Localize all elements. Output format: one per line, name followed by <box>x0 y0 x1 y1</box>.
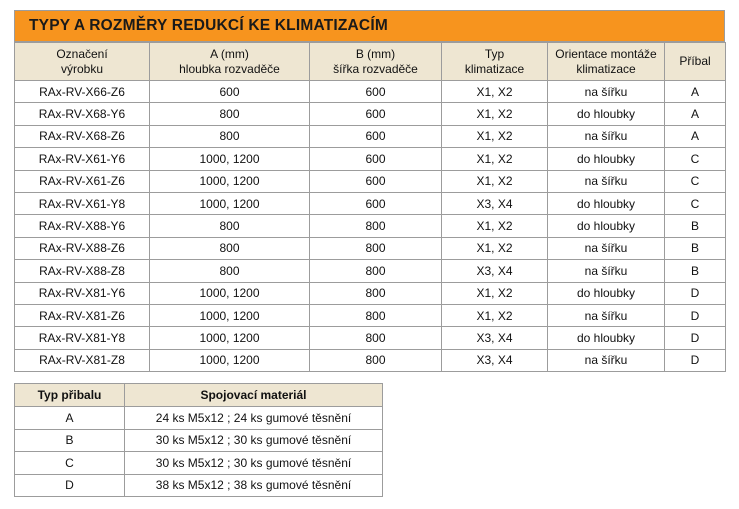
cell-code: RAx-RV-X66-Z6 <box>15 81 150 103</box>
accessory-table-body <box>15 407 383 497</box>
cell-kit: D <box>665 327 726 349</box>
table-row <box>15 327 726 349</box>
cell-code: RAx-RV-X88-Z6 <box>15 237 150 259</box>
cell-type: X1, X2 <box>442 103 548 125</box>
dimensions-table-body <box>15 81 726 372</box>
cell-code: RAx-RV-X88-Z8 <box>15 260 150 282</box>
cell-orientation: do hloubky <box>548 192 665 214</box>
table-row <box>15 81 726 103</box>
cell-depth: 1000, 1200 <box>150 282 310 304</box>
cell-width: 800 <box>310 327 442 349</box>
cell-orientation: na šířku <box>548 349 665 371</box>
dimensions-table <box>14 42 726 372</box>
cell-kit: B <box>665 260 726 282</box>
cell-depth: 1000, 1200 <box>150 304 310 326</box>
cell-depth: 800 <box>150 103 310 125</box>
cell-width: 800 <box>310 349 442 371</box>
cell-type: X1, X2 <box>442 148 548 170</box>
cell-depth: 1000, 1200 <box>150 170 310 192</box>
accessory-table-header <box>15 384 383 407</box>
column-header-code-line1: Označení <box>56 46 108 61</box>
table-row <box>15 215 726 237</box>
cell-code: RAx-RV-X81-Z8 <box>15 349 150 371</box>
cell-kit-type: C <box>15 452 125 475</box>
column-header-orientation-line1: Orientace montáže <box>555 46 657 61</box>
cell-orientation: na šířku <box>548 304 665 326</box>
cell-code: RAx-RV-X81-Y6 <box>15 282 150 304</box>
cell-width: 800 <box>310 260 442 282</box>
column-header-width-line1: B (mm) <box>355 46 396 61</box>
table-row <box>15 429 383 452</box>
cell-depth: 800 <box>150 237 310 259</box>
column-header-kit-type: Typ přibalu <box>15 384 125 407</box>
cell-kit: A <box>665 125 726 147</box>
cell-type: X3, X4 <box>442 327 548 349</box>
cell-orientation: na šířku <box>548 81 665 103</box>
cell-kit: D <box>665 349 726 371</box>
column-header-type <box>442 43 548 81</box>
cell-code: RAx-RV-X81-Y8 <box>15 327 150 349</box>
cell-kit: C <box>665 192 726 214</box>
document-title-bar <box>14 10 725 42</box>
column-header-orientation-line2: klimatizace <box>576 61 636 76</box>
cell-kit: D <box>665 282 726 304</box>
table-row <box>15 103 726 125</box>
cell-kit: C <box>665 148 726 170</box>
cell-width: 600 <box>310 170 442 192</box>
accessory-kit-table <box>14 383 383 497</box>
cell-kit: B <box>665 215 726 237</box>
table-row <box>15 192 726 214</box>
cell-kit: A <box>665 81 726 103</box>
cell-orientation: na šířku <box>548 260 665 282</box>
table-row <box>15 260 726 282</box>
table-row <box>15 125 726 147</box>
cell-width: 800 <box>310 237 442 259</box>
cell-kit: C <box>665 170 726 192</box>
cell-code: RAx-RV-X61-Y6 <box>15 148 150 170</box>
column-header-width-line2: šířka rozvaděče <box>333 61 418 76</box>
column-header-depth-line2: hloubka rozvaděče <box>179 61 280 76</box>
page-title: TYPY A ROZMĚRY REDUKCÍ KE KLIMATIZACÍM <box>29 17 388 34</box>
column-header-depth <box>150 43 310 81</box>
cell-code: RAx-RV-X81-Z6 <box>15 304 150 326</box>
column-header-type-line1: Typ <box>484 46 505 61</box>
cell-width: 800 <box>310 304 442 326</box>
table-header-row <box>15 43 726 81</box>
table-row <box>15 282 726 304</box>
cell-code: RAx-RV-X68-Y6 <box>15 103 150 125</box>
cell-material: 24 ks M5x12 ; 24 ks gumové těsnění <box>125 407 383 430</box>
cell-type: X3, X4 <box>442 192 548 214</box>
cell-type: X1, X2 <box>442 170 548 192</box>
cell-type: X1, X2 <box>442 304 548 326</box>
table-row <box>15 349 726 371</box>
cell-depth: 800 <box>150 125 310 147</box>
cell-depth: 1000, 1200 <box>150 327 310 349</box>
cell-width: 600 <box>310 125 442 147</box>
cell-orientation: do hloubky <box>548 282 665 304</box>
cell-kit-type: B <box>15 429 125 452</box>
dimensions-table-header <box>15 43 726 81</box>
column-header-code <box>15 43 150 81</box>
cell-type: X1, X2 <box>442 125 548 147</box>
cell-code: RAx-RV-X68-Z6 <box>15 125 150 147</box>
column-header-width <box>310 43 442 81</box>
cell-material: 30 ks M5x12 ; 30 ks gumové těsnění <box>125 452 383 475</box>
cell-type: X1, X2 <box>442 81 548 103</box>
cell-width: 600 <box>310 148 442 170</box>
cell-orientation: na šířku <box>548 170 665 192</box>
table-row <box>15 170 726 192</box>
cell-type: X3, X4 <box>442 260 548 282</box>
cell-type: X1, X2 <box>442 282 548 304</box>
cell-orientation: do hloubky <box>548 103 665 125</box>
column-header-material: Spojovací materiál <box>125 384 383 407</box>
cell-type: X1, X2 <box>442 215 548 237</box>
cell-kit: B <box>665 237 726 259</box>
cell-depth: 1000, 1200 <box>150 192 310 214</box>
cell-width: 600 <box>310 103 442 125</box>
table-row <box>15 452 383 475</box>
cell-code: RAx-RV-X61-Z6 <box>15 170 150 192</box>
table-row <box>15 237 726 259</box>
table-row <box>15 474 383 497</box>
table-header-row <box>15 384 383 407</box>
cell-material: 30 ks M5x12 ; 30 ks gumové těsnění <box>125 429 383 452</box>
column-header-code-line2: výrobku <box>60 61 104 76</box>
cell-orientation: na šířku <box>548 125 665 147</box>
cell-orientation: do hloubky <box>548 148 665 170</box>
cell-orientation: na šířku <box>548 237 665 259</box>
column-header-kit <box>665 43 726 81</box>
cell-kit: A <box>665 103 726 125</box>
cell-width: 800 <box>310 215 442 237</box>
cell-depth: 600 <box>150 81 310 103</box>
column-header-type-line2: klimatizace <box>464 61 525 76</box>
column-header-kit-line1: Příbal <box>679 54 711 68</box>
table-row <box>15 304 726 326</box>
cell-code: RAx-RV-X61-Y8 <box>15 192 150 214</box>
cell-width: 600 <box>310 192 442 214</box>
cell-depth: 800 <box>150 260 310 282</box>
cell-depth: 1000, 1200 <box>150 148 310 170</box>
cell-depth: 1000, 1200 <box>150 349 310 371</box>
cell-kit-type: A <box>15 407 125 430</box>
cell-width: 600 <box>310 81 442 103</box>
column-header-depth-line1: A (mm) <box>210 46 249 61</box>
cell-code: RAx-RV-X88-Y6 <box>15 215 150 237</box>
cell-kit-type: D <box>15 474 125 497</box>
cell-material: 38 ks M5x12 ; 38 ks gumové těsnění <box>125 474 383 497</box>
cell-orientation: do hloubky <box>548 215 665 237</box>
cell-orientation: do hloubky <box>548 327 665 349</box>
table-row <box>15 407 383 430</box>
cell-kit: D <box>665 304 726 326</box>
cell-type: X3, X4 <box>442 349 548 371</box>
cell-depth: 800 <box>150 215 310 237</box>
cell-width: 800 <box>310 282 442 304</box>
cell-type: X1, X2 <box>442 237 548 259</box>
table-row <box>15 148 726 170</box>
column-header-orientation <box>548 43 665 81</box>
